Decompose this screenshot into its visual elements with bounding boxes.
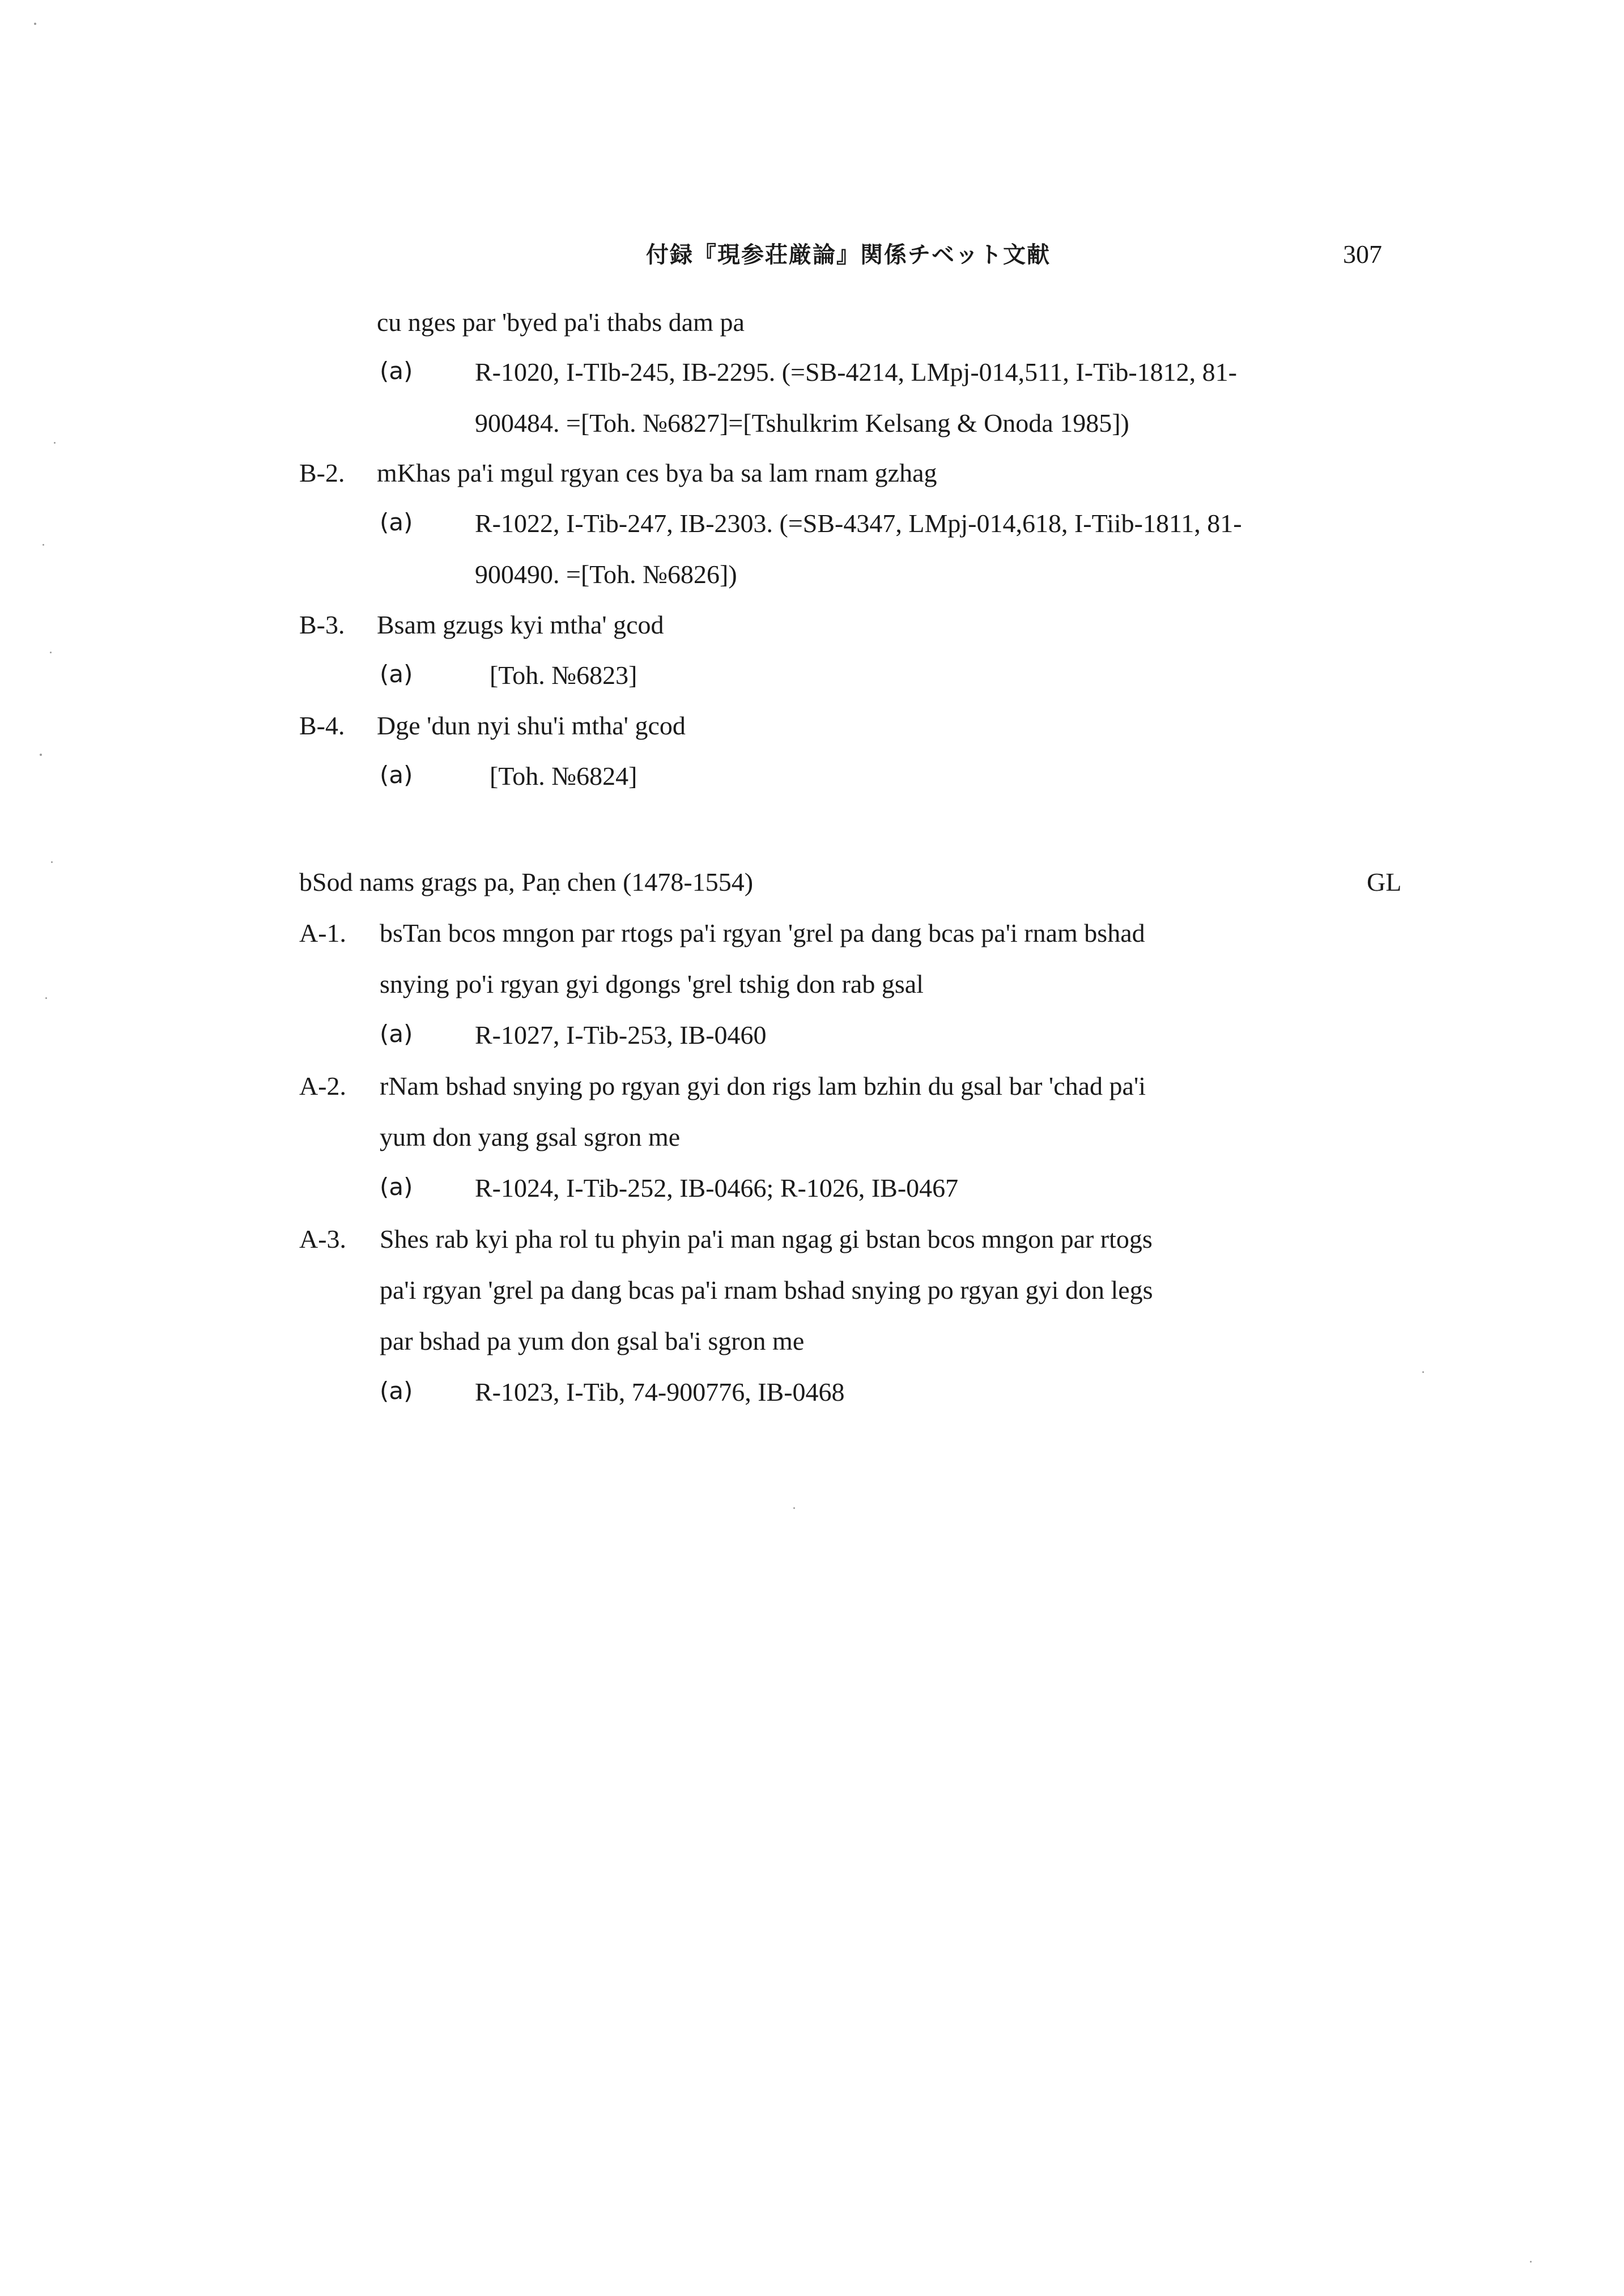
reference-line: [Toh. №6824]: [490, 762, 637, 790]
reference-line: R-1023, I-Tib, 74-900776, IB-0468: [475, 1377, 845, 1406]
running-title: 付録『現参荘厳論』関係チベット文献: [646, 242, 1051, 268]
scan-speck: [1422, 1371, 1424, 1373]
entry-label: B-4.: [299, 711, 345, 740]
sub-label: (a): [380, 508, 413, 536]
scan-speck: [54, 442, 56, 444]
entry-label: A-2.: [299, 1072, 347, 1100]
sub-label: (a): [380, 660, 413, 688]
entry-title: cu nges par 'byed pa'i thabs dam pa: [377, 308, 745, 337]
reference-line: 900484. =[Toh. №6827]=[Tshulkrim Kelsang & Onoda 1985]): [475, 409, 1129, 437]
entry-label: B-3.: [299, 610, 345, 639]
entry-label: A-1.: [299, 919, 347, 947]
entry-title: snying po'i rgyan gyi dgongs 'grel tshig don rab gsal: [380, 970, 924, 998]
entry-title: Dge 'dun nyi shu'i mtha' gcod: [377, 711, 686, 740]
sub-label: (a): [380, 1173, 413, 1201]
scan-speck: [40, 754, 42, 756]
sub-label: (a): [380, 761, 413, 789]
sub-label: (a): [380, 1377, 413, 1405]
author-tag: GL: [1367, 868, 1402, 896]
page-number: 307: [1343, 240, 1382, 269]
scan-speck: [34, 23, 36, 25]
scan-speck: [51, 861, 53, 863]
sub-label: (a): [380, 357, 413, 385]
scan-speck: [50, 652, 52, 653]
reference-line: [Toh. №6823]: [490, 661, 637, 690]
author-heading: bSod nams grags pa, Paṇ chen (1478-1554): [299, 868, 754, 896]
entry-title: rNam bshad snying po rgyan gyi don rigs lam bzhin du gsal bar 'chad pa'i: [380, 1072, 1146, 1100]
entry-title: Bsam gzugs kyi mtha' gcod: [377, 610, 664, 639]
entry-title: pa'i rgyan 'grel pa dang bcas pa'i rnam bshad snying po rgyan gyi don legs: [380, 1275, 1153, 1304]
entry-title: Shes rab kyi pha rol tu phyin pa'i man ngag gi bstan bcos mngon par rtogs: [380, 1224, 1153, 1253]
entry-label: B-2.: [299, 458, 345, 487]
scan-speck: [42, 544, 44, 546]
scan-speck: [45, 997, 47, 999]
entry-title: mKhas pa'i mgul rgyan ces bya ba sa lam rnam gzhag: [377, 458, 937, 487]
reference-line: R-1020, I-TIb-245, IB-2295. (=SB-4214, LMpj-014,511, I-Tib-1812, 81-: [475, 358, 1237, 386]
reference-line: R-1022, I-Tib-247, IB-2303. (=SB-4347, LMpj-014,618, I-Tiib-1811, 81-: [475, 509, 1242, 538]
sub-label: (a): [380, 1020, 413, 1048]
scan-speck: [793, 1507, 795, 1509]
entry-title: par bshad pa yum don gsal ba'i sgron me: [380, 1326, 805, 1355]
entry-title: bsTan bcos mngon par rtogs pa'i rgyan 'grel pa dang bcas pa'i rnam bshad: [380, 919, 1145, 947]
entry-title: yum don yang gsal sgron me: [380, 1123, 681, 1151]
reference-line: R-1024, I-Tib-252, IB-0466; R-1026, IB-0467: [475, 1173, 959, 1202]
entry-label: A-3.: [299, 1224, 347, 1253]
scan-speck: [1530, 2261, 1532, 2263]
reference-line: 900490. =[Toh. №6826]): [475, 560, 737, 589]
reference-line: R-1027, I-Tib-253, IB-0460: [475, 1021, 767, 1049]
